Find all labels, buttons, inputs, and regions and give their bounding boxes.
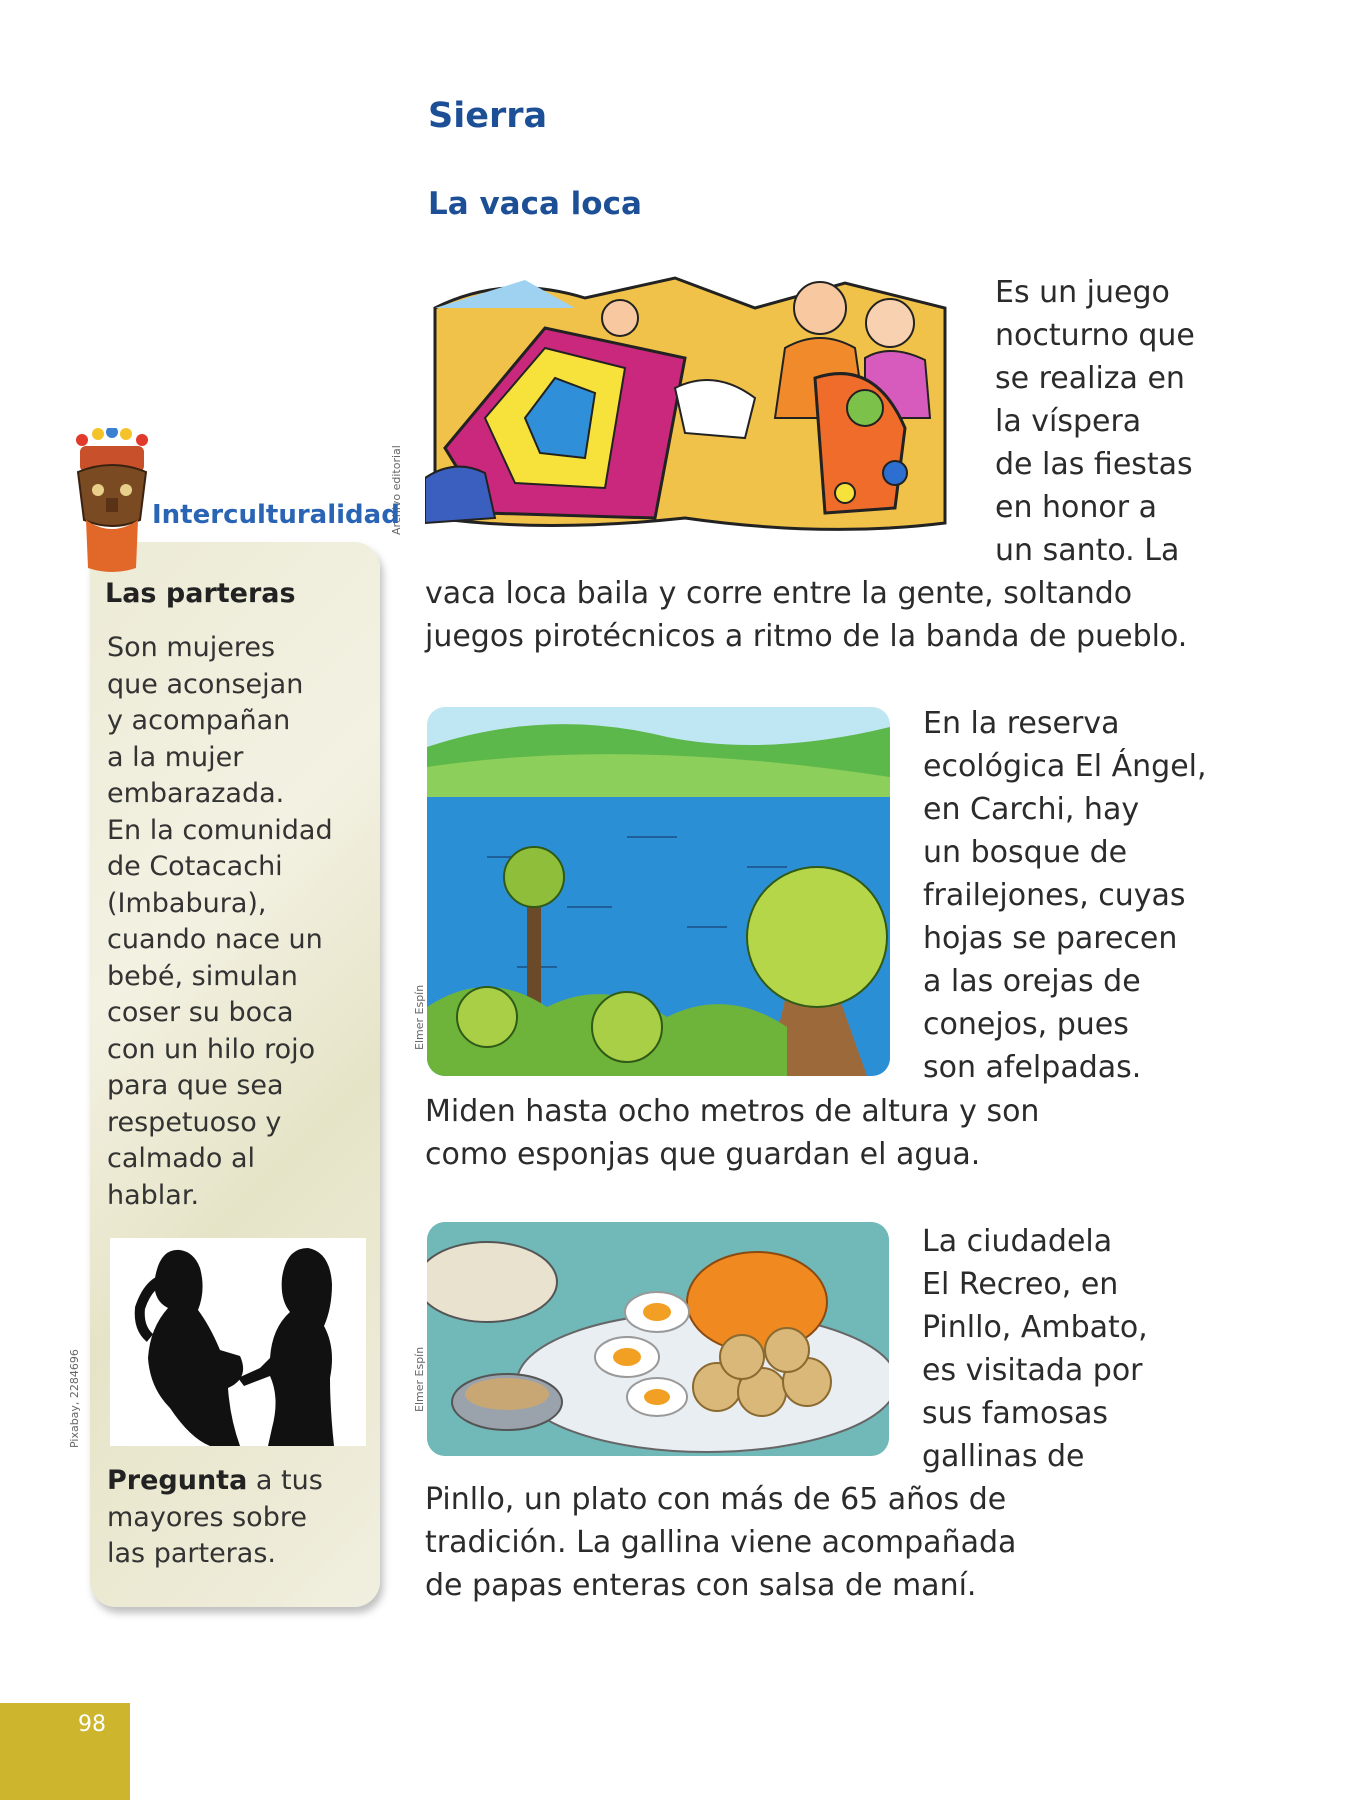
- text-line: un santo. La: [995, 533, 1180, 568]
- article-text: [425, 1478, 1245, 1607]
- article-text: [995, 271, 1255, 572]
- parteras-silhouette-image: [110, 1238, 366, 1446]
- text-line: ecológica El Ángel,: [923, 749, 1207, 784]
- sidebar-divider: [380, 530, 381, 540]
- text-line: nocturno que: [995, 318, 1195, 353]
- text-line: La ciudadela: [922, 1224, 1113, 1259]
- question-rest: a tus: [247, 1465, 323, 1496]
- text-line: tradición. La gallina viene acompañada: [425, 1525, 1017, 1560]
- photo-credit: Archivo editorial: [390, 445, 403, 535]
- text-line: Miden hasta ocho metros de altura y son: [425, 1094, 1040, 1129]
- text-line: calmado al: [107, 1143, 256, 1174]
- vaca-loca-illustration: [425, 268, 955, 538]
- article-text: [923, 702, 1253, 1089]
- page-number: 98: [78, 1712, 106, 1737]
- article-text: [425, 1090, 1245, 1176]
- section-label: Interculturalidad: [152, 500, 400, 530]
- text-line: a la mujer: [107, 741, 244, 773]
- text-line: Pinllo, Ambato,: [922, 1310, 1148, 1345]
- text-line: a las orejas de: [923, 964, 1141, 999]
- text-line: Pinllo, un plato con más de 65 años de: [425, 1482, 1007, 1517]
- text-line: que aconsejan: [107, 668, 304, 700]
- text-line: de papas enteras con salsa de maní.: [425, 1568, 977, 1603]
- frailejones-illustration: [427, 707, 890, 1076]
- text-line: y acompañan: [107, 705, 291, 736]
- text-line: con un hilo rojo: [107, 1033, 316, 1065]
- text-line: es visitada por: [922, 1353, 1143, 1388]
- text-line: juegos pirotécnicos a ritmo de la banda de pueblo.: [425, 619, 1188, 654]
- article-text: [922, 1220, 1252, 1478]
- gallinas-illustration: [427, 1222, 889, 1456]
- text-line: mayores sobre: [107, 1501, 307, 1533]
- text-line: bebé, simulan: [107, 960, 298, 992]
- text-line: coser su boca: [107, 997, 294, 1028]
- sidebar-question: [107, 1463, 367, 1573]
- text-line: embarazada.: [107, 778, 285, 809]
- text-line: cuando nace un: [107, 924, 323, 955]
- text-line: Son mujeres: [107, 632, 276, 663]
- text-line: conejos, pues: [923, 1007, 1129, 1042]
- text-line: de Cotacachi: [107, 851, 283, 882]
- text-line: Es un juego: [995, 275, 1170, 310]
- article-text: [425, 572, 1245, 658]
- text-line: frailejones, cuyas: [923, 878, 1186, 913]
- text-line: en Carchi, hay: [923, 792, 1140, 827]
- photo-credit: Elmer Espín: [413, 1346, 426, 1412]
- text-line: las parteras.: [107, 1538, 276, 1569]
- text-line: de las fiestas: [995, 447, 1193, 482]
- photo-credit: Elmer Espín: [413, 984, 426, 1050]
- section-title: Sierra: [428, 96, 548, 136]
- text-line: son afelpadas.: [923, 1050, 1142, 1085]
- text-line: como esponjas que guardan el agua.: [425, 1137, 981, 1172]
- question-bold: Pregunta: [107, 1465, 248, 1496]
- text-line: respetuoso y: [107, 1106, 282, 1138]
- text-line: En la reserva: [923, 706, 1120, 741]
- text-line: en honor a: [995, 490, 1157, 525]
- text-line: hojas se parecen: [923, 921, 1178, 956]
- sidebar-text: [107, 630, 367, 1214]
- text-line: para que sea: [107, 1070, 284, 1101]
- text-line: se realiza en: [995, 361, 1185, 396]
- text-line: En la comunidad: [107, 814, 333, 846]
- mask-mascot-icon: [70, 428, 154, 573]
- text-line: (Imbabura),: [107, 887, 267, 919]
- photo-credit: Pixabay, 2284696: [68, 1349, 81, 1448]
- text-line: gallinas de: [922, 1439, 1085, 1474]
- text-line: un bosque de: [923, 835, 1128, 870]
- sidebar-title: Las parteras: [105, 578, 296, 609]
- text-line: sus famosas: [922, 1396, 1108, 1431]
- text-line: la víspera: [995, 404, 1142, 439]
- subsection-title: La vaca loca: [428, 186, 642, 222]
- text-line: vaca loca baila y corre entre la gente, soltando: [425, 576, 1133, 611]
- text-line: [107, 1463, 367, 1500]
- text-line: El Recreo, en: [922, 1267, 1119, 1302]
- page-number-bar: [0, 1703, 130, 1800]
- text-line: hablar.: [107, 1179, 200, 1211]
